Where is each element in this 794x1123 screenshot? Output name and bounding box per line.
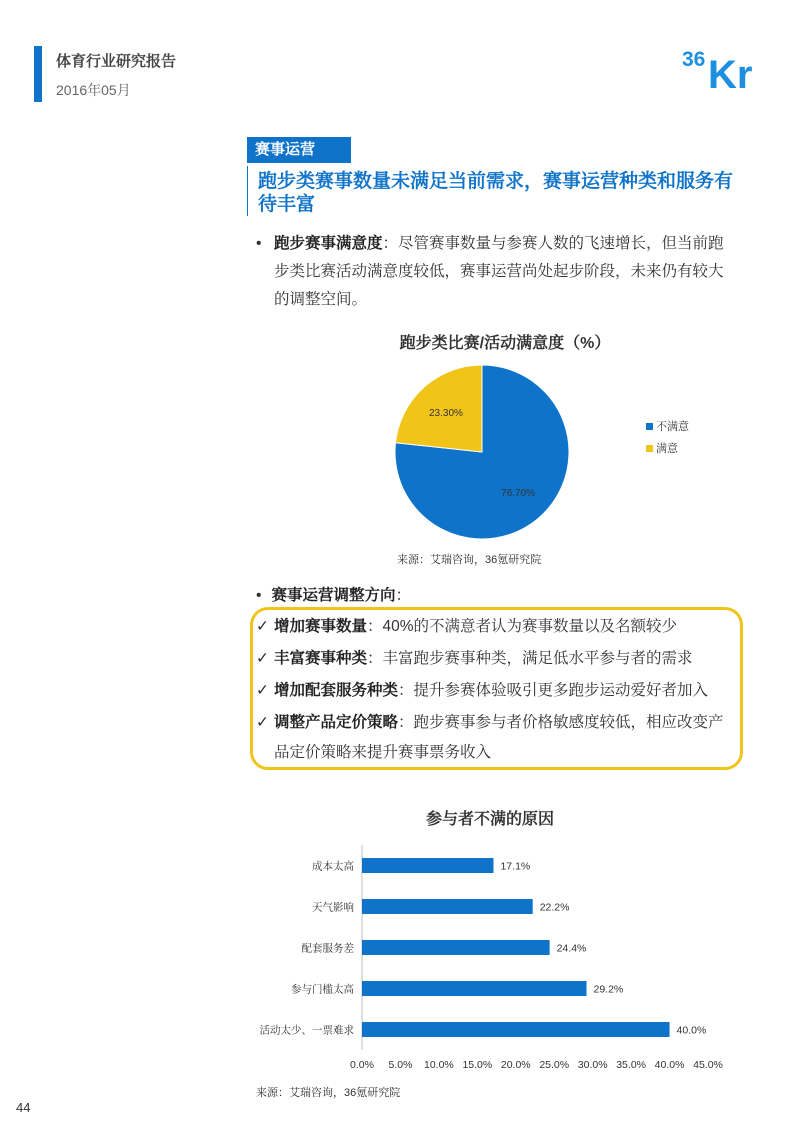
bar [362, 1022, 670, 1037]
bar-value-label: 17.1% [500, 860, 531, 873]
category-label: 参与门槛太高 [291, 983, 354, 996]
check-text: ：跑步赛事参与者价格敏感度较低，相应改变产品定价策略来提升赛事票务收入 [274, 714, 724, 761]
check-label: 丰富赛事种类 [274, 650, 368, 667]
x-tick-label: 0.0% [350, 1059, 374, 1071]
header-accent-bar [34, 46, 42, 102]
bar-source: 来源：艾瑞咨询，36氪研究院 [256, 1087, 401, 1099]
36kr-logo [682, 44, 768, 90]
section-headline: 跑步类赛事数量未满足当前需求，赛事运营种类和服务有待丰富 [258, 171, 734, 215]
legend-swatch [646, 423, 653, 430]
bullet-colon: ： [395, 587, 411, 604]
check-text: ：40%的不满意者认为赛事数量以及名额较少 [367, 618, 678, 635]
bar-value-label: 22.2% [539, 901, 570, 914]
category-label: 成本太高 [312, 860, 354, 873]
x-tick-label: 40.0% [654, 1059, 685, 1071]
x-tick-label: 5.0% [388, 1059, 413, 1071]
section-tag: 赛事运营 [247, 137, 351, 163]
adjustment-bullet [256, 583, 411, 605]
x-tick-label: 30.0% [577, 1059, 608, 1071]
pie-value-label: 23.30% [428, 407, 463, 419]
check-label: 增加配套服务种类 [274, 682, 399, 699]
check-icon: ✓ [256, 618, 269, 635]
x-tick-label: 45.0% [693, 1059, 723, 1071]
bullet-label: 赛事运营调整方向 [271, 587, 396, 604]
bar [362, 858, 493, 873]
headline-accent-line [247, 166, 248, 216]
bullet-dot: • [256, 235, 262, 252]
bar [362, 940, 550, 955]
check-text: ：提升参赛体验吸引更多跑步运动爱好者加入 [398, 682, 709, 699]
bar-value-label: 40.0% [676, 1024, 707, 1037]
legend-label: 不满意 [656, 421, 689, 433]
satisfaction-bullet [256, 230, 732, 314]
bar [362, 981, 587, 996]
legend-swatch [646, 445, 653, 452]
check-icon: ✓ [256, 682, 269, 699]
legend-label: 满意 [656, 443, 678, 455]
report-date: 2016年05月 [56, 82, 131, 98]
svg-text:36: 36 [682, 48, 706, 71]
check-icon: ✓ [256, 650, 269, 667]
bullet-text: ：尽管赛事数量与参赛人数的飞速增长，但当前跑步类比赛活动满意度较低，赛事运营尚处起步阶段，未来仍有较大的调整空间。 [274, 235, 724, 308]
pie-value-label: 76.70% [501, 488, 536, 500]
check-item [256, 708, 734, 768]
check-label: 增加赛事数量 [274, 618, 368, 635]
bar [362, 899, 533, 914]
bullet-dot: • [256, 587, 262, 604]
x-tick-label: 10.0% [423, 1059, 454, 1071]
x-tick-label: 35.0% [616, 1059, 647, 1071]
x-tick-label: 20.0% [500, 1059, 531, 1071]
bar-chart-title: 参与者不满的原因 [425, 811, 554, 828]
check-item [256, 676, 734, 706]
check-label: 调整产品定价策略 [274, 714, 399, 731]
page-number: 44 [16, 1100, 31, 1115]
pie-source: 来源：艾瑞咨询，36氪研究院 [397, 554, 542, 566]
check-item [256, 644, 734, 674]
report-title: 体育行业研究报告 [56, 53, 177, 70]
check-icon: ✓ [256, 714, 269, 731]
bullet-label: 跑步赛事满意度 [274, 235, 383, 252]
category-label: 活动太少、一票难求 [259, 1024, 354, 1037]
bar-value-label: 29.2% [593, 983, 624, 996]
x-tick-label: 25.0% [539, 1059, 570, 1071]
bar-chart [240, 845, 750, 1075]
svg-text:Kr: Kr [708, 53, 753, 90]
check-item [256, 612, 734, 642]
pie-chart-title: 跑步类比赛/活动满意度（%） [399, 335, 611, 352]
check-text: ：丰富跑步赛事种类，满足低水平参与者的需求 [367, 650, 693, 667]
category-label: 配套服务差 [301, 942, 354, 955]
category-label: 天气影响 [312, 901, 354, 914]
x-tick-label: 15.0% [462, 1059, 493, 1071]
pie-chart [380, 355, 720, 545]
bar-value-label: 24.4% [556, 942, 587, 955]
